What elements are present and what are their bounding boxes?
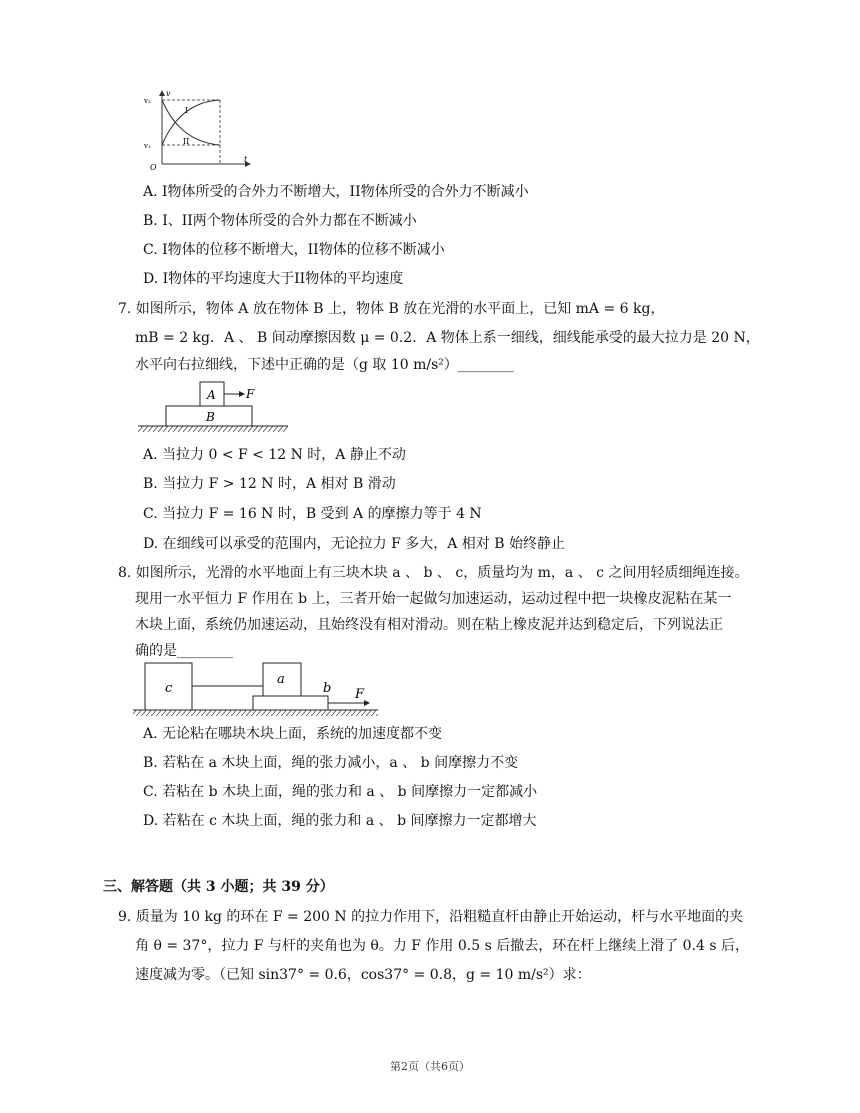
force-f-label: F [355,687,365,702]
q8-option-c: C. 若粘在 b 木块上面，绳的张力和 a 、 b 间摩擦力一定都减小 [143,784,538,800]
v-axis-label: v [166,89,171,98]
q8-option-a: A. 无论粘在哪块木块上面，系统的加速度都不变 [143,726,443,742]
q8-stem-line2: 现用一水平恒力 F 作用在 b 上，三者开始一起做匀加速运动，运动过程中把一块橡皮泥粘在某一 [135,591,732,607]
q7-option-b: B. 当拉力 F > 12 N 时，A 相对 B 滑动 [143,476,396,492]
q7-option-c: C. 当拉力 F = 16 N 时，B 受到 A 的摩擦力等于 4 N [143,506,482,522]
section-heading: 三、解答题（共 3 小题；共 39 分） [103,879,334,895]
t-axis-label: t [244,155,248,164]
q7-stem-line1: 7. 如图所示，物体 A 放在物体 B 上，物体 B 放在光滑的水平面上，已知 mA = 6 kg， [118,301,665,317]
q9-stem-line1: 9. 质量为 10 kg 的环在 F = 200 N 的拉力作用下，沿粗糙直杆由静止开始运动，杆与水平地面的夹 [118,909,744,925]
q8-option-b: B. 若粘在 a 木块上面，绳的张力减小，a 、 b 间摩擦力不变 [143,755,519,771]
v1-label: v₁ [144,142,151,150]
q8-stem-line1: 8. 如图所示，光滑的水平地面上有三块木块 a 、 b 、 c，质量均为 m，a 、 c 之间用轻质细绳连接。 [118,565,749,581]
q8-option-d: D. 若粘在 c 木块上面，绳的张力和 a 、 b 间摩擦力一定都增大 [143,813,537,829]
v2-label: v₂ [144,97,151,105]
block-a-label: A [207,388,216,402]
q8-stem-line3: 木块上面，系统仍加速运动，且始终没有相对滑动。则在粘上橡皮泥并达到稳定后，下列说法正 [135,617,723,633]
q6-option-a: A. I物体所受的合外力不断增大，II物体所受的合外力不断减小 [143,184,529,200]
block-b-label: B [206,410,215,424]
q7-stem-line2: mB = 2 kg．A 、 B 间动摩擦因数 μ = 0.2．A 物体上系一细线，细线能承受的最大拉力是 20 N， [135,330,760,346]
block-b-label: b [323,681,332,696]
q6-option-c: C. I物体的位移不断增大，II物体的位移不断减小 [143,242,445,258]
block-c-label: c [165,681,173,696]
q8-stem-line4: 确的是________ [135,643,233,659]
q6-option-b: B. I、II两个物体所受的合外力都在不断减小 [143,213,417,229]
force-f-label: F [246,387,255,401]
q7-blocks-figure [138,378,288,436]
q9-stem-line3: 速度减为零。（已知 sin37° = 0.6，cos37° = 0.8，g = 10 m/s²）求： [135,967,591,983]
q7-stem-line3: 水平向右拉细线，下述中正确的是（g 取 10 m/s²）________ [135,357,514,373]
q7-option-a: A. 当拉力 0 < F < 12 N 时，A 静止不动 [143,447,406,463]
block-a-label: a [277,672,285,687]
page-footer: 第2页（共6页） [390,1060,470,1073]
curve-i-label: I [185,106,189,115]
q6-option-d: D. I物体的平均速度大于II物体的平均速度 [143,271,404,287]
q9-stem-line2: 角 θ = 37°，拉力 F 与杆的夹角也为 θ。力 F 作用 0.5 s 后撤去，环在杆上继续上滑了 0.4 s 后， [135,938,750,954]
q6-vt-graph [140,88,255,176]
origin-label: O [150,163,157,172]
q8-blocks-figure [133,660,378,722]
q7-option-d: D. 在细线可以承受的范围内，无论拉力 F 多大，A 相对 B 始终静止 [143,536,565,552]
curve-ii-label: II [183,137,190,146]
